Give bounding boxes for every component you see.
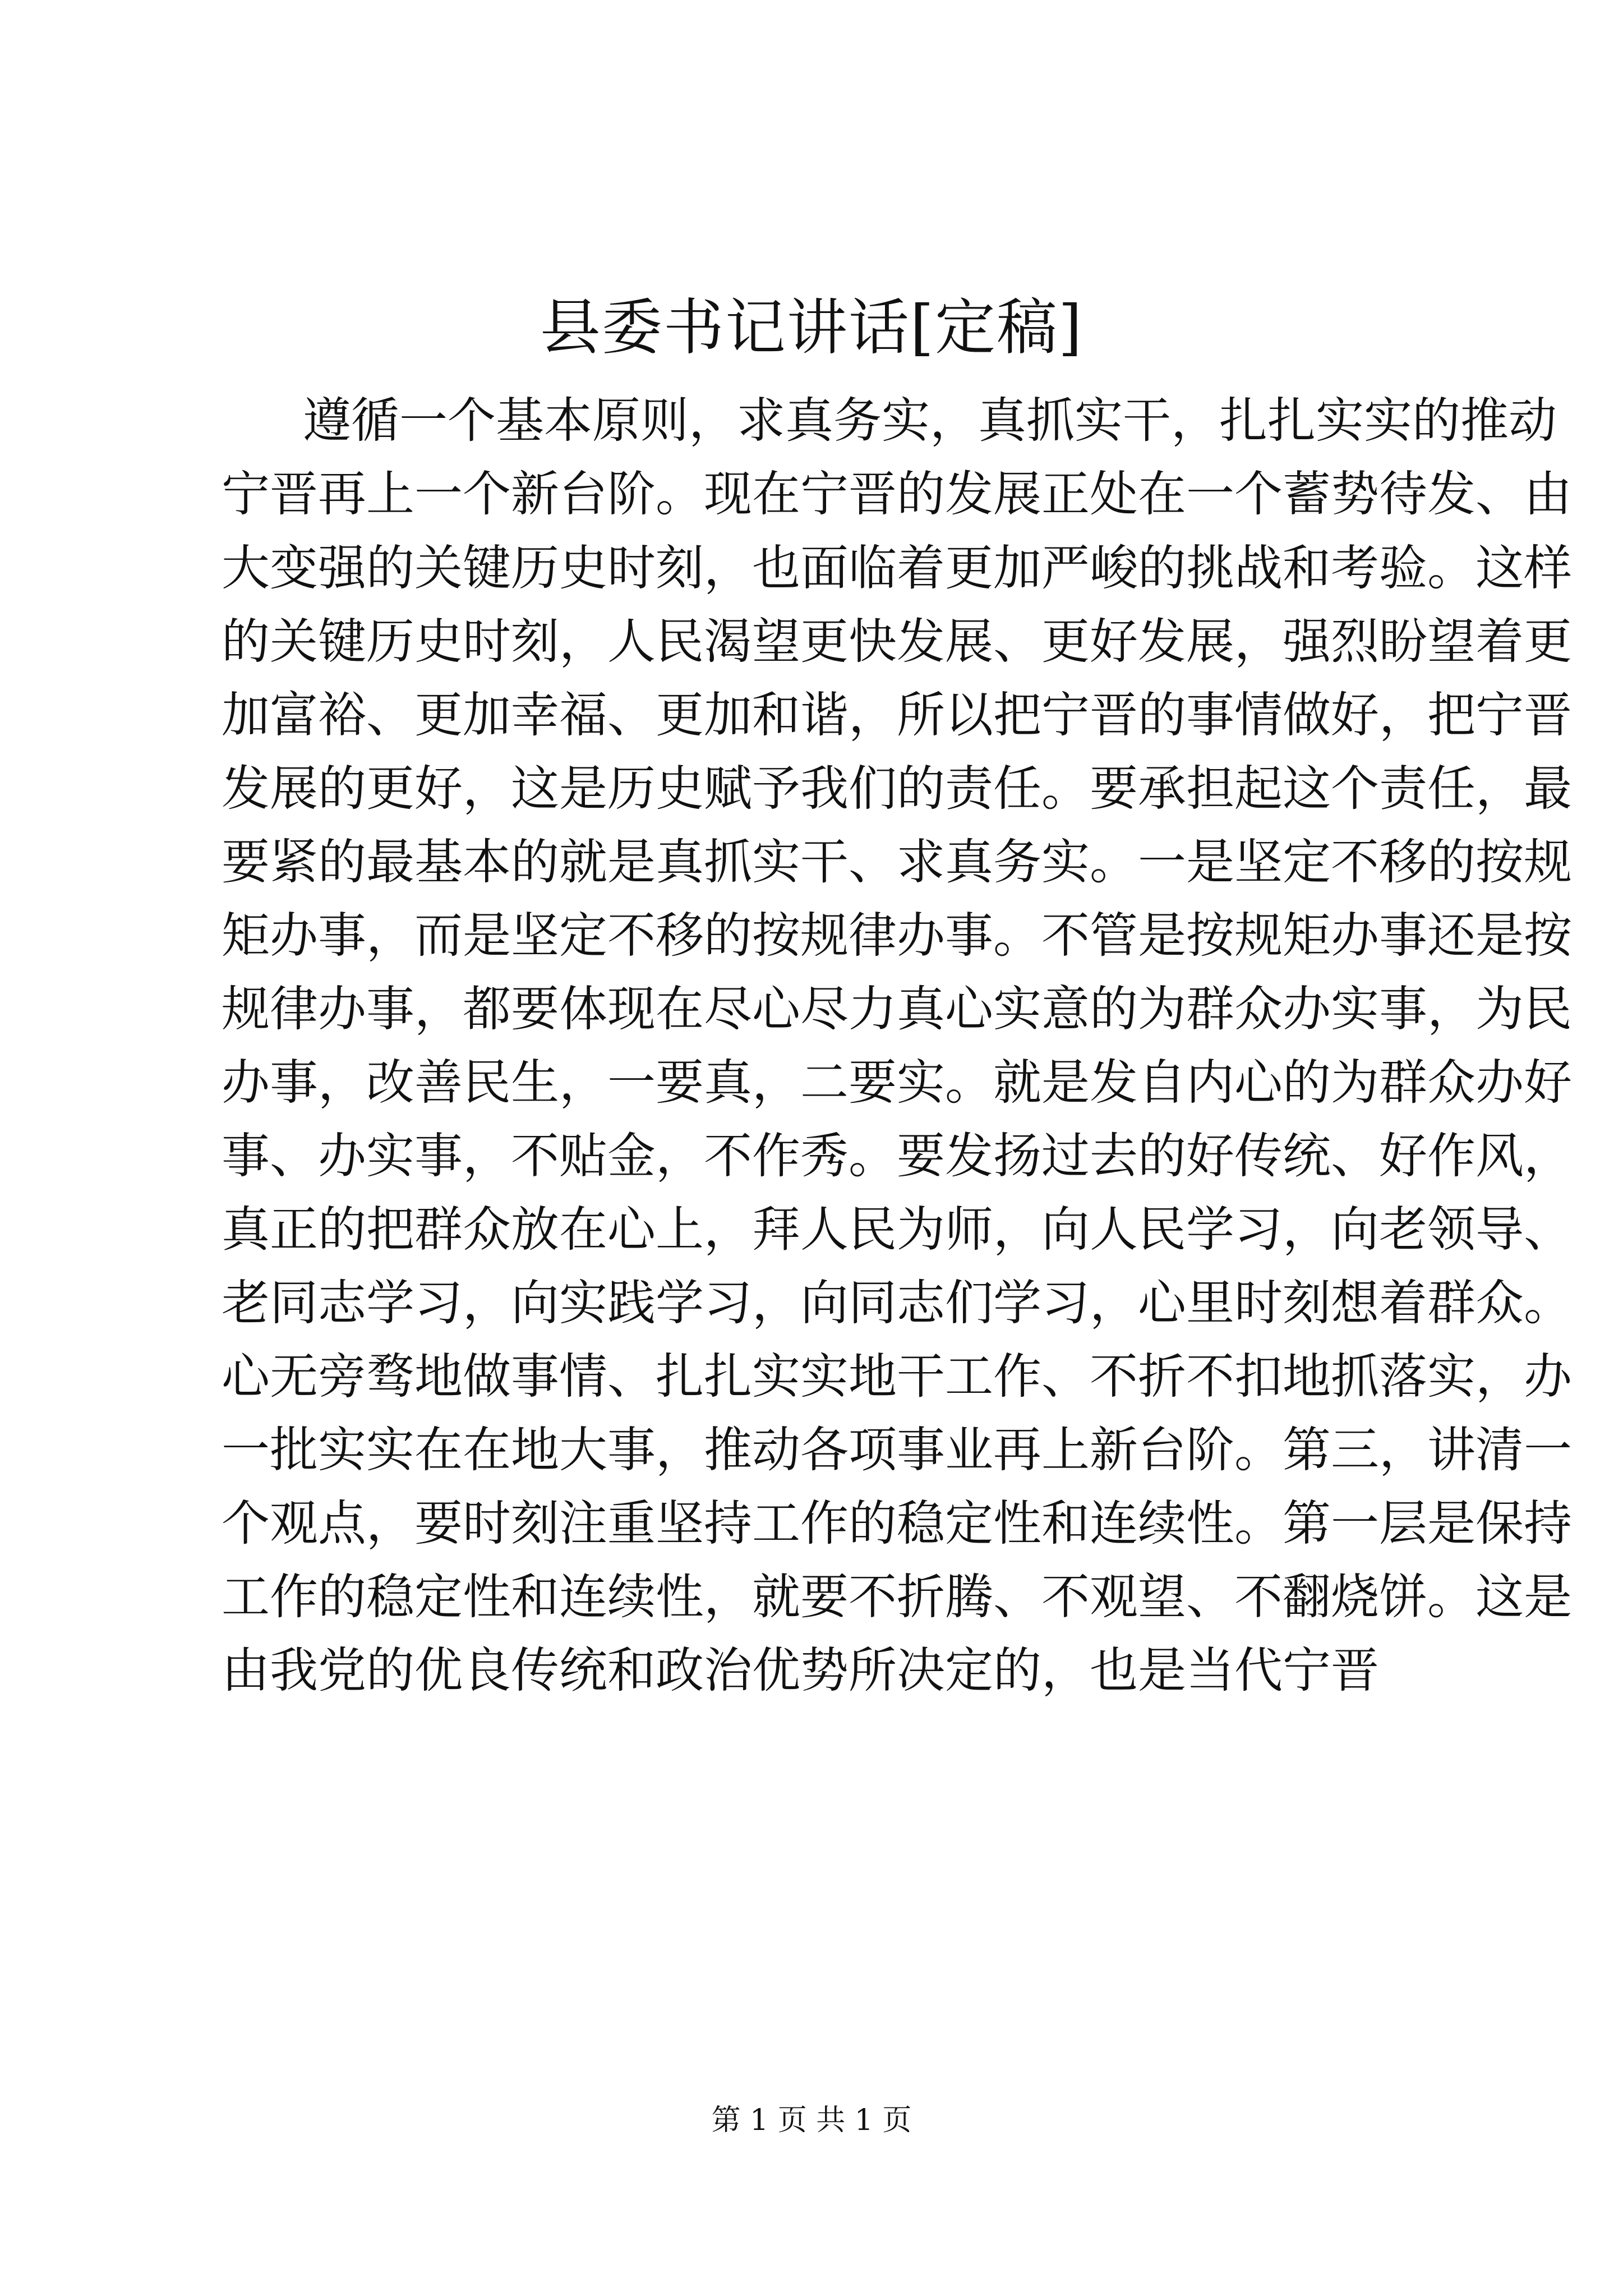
body-line: 宁晋再上一个新台阶。现在宁晋的发展正处在一个蓄势待发、由	[222, 466, 1572, 522]
body-line: 加富裕、更加幸福、更加和谐，所以把宁晋的事情做好，把宁晋	[222, 687, 1572, 743]
body-line: 由我党的优良传统和政治优势所决定的，也是当代宁晋	[222, 1642, 1379, 1699]
body-line: 工作的稳定性和连续性，就要不折腾、不观望、不翻烧饼。这是	[222, 1569, 1572, 1625]
body-line: 矩办事，而是坚定不移的按规律办事。不管是按规矩办事还是按	[222, 908, 1572, 964]
body-line: 大变强的关键历史时刻，也面临着更加严峻的挑战和考验。这样	[222, 540, 1572, 596]
body-line: 事、办实事，不贴金，不作秀。要发扬过去的好传统、好作风，	[222, 1128, 1572, 1184]
body-line: 规律办事，都要体现在尽心尽力真心实意的为群众办实事，为民	[222, 981, 1572, 1037]
body-line: 老同志学习，向实践学习，向同志们学习，心里时刻想着群众。	[222, 1275, 1572, 1331]
body-line: 一批实实在在地大事，推动各项事业再上新台阶。第三，讲清一	[222, 1422, 1572, 1478]
body-line: 要紧的最基本的就是真抓实干、求真务实。一是坚定不移的按规	[222, 834, 1572, 890]
body-line: 真正的把群众放在心上，拜人民为师，向人民学习，向老领导、	[222, 1202, 1572, 1258]
body-line: 心无旁骛地做事情、扎扎实实地干工作、不折不扣地抓落实，办	[222, 1349, 1572, 1405]
body-line: 办事，改善民生，一要真，二要实。就是发自内心的为群众办好	[222, 1055, 1572, 1111]
body-line: 发展的更好，这是历史赋予我们的责任。要承担起这个责任，最	[222, 761, 1572, 817]
body-line: 的关键历史时刻，人民渴望更快发展、更好发展，强烈盼望着更	[222, 614, 1572, 670]
body-line: 遵循一个基本原则，求真务实，真抓实干，扎扎实实的推动	[303, 393, 1557, 449]
page-number: 第 1 页 共 1 页	[711, 2104, 912, 2137]
document-title: 县委书记讲话[定稿]	[540, 293, 1083, 363]
body-line: 个观点，要时刻注重坚持工作的稳定性和连续性。第一层是保持	[222, 1496, 1572, 1552]
